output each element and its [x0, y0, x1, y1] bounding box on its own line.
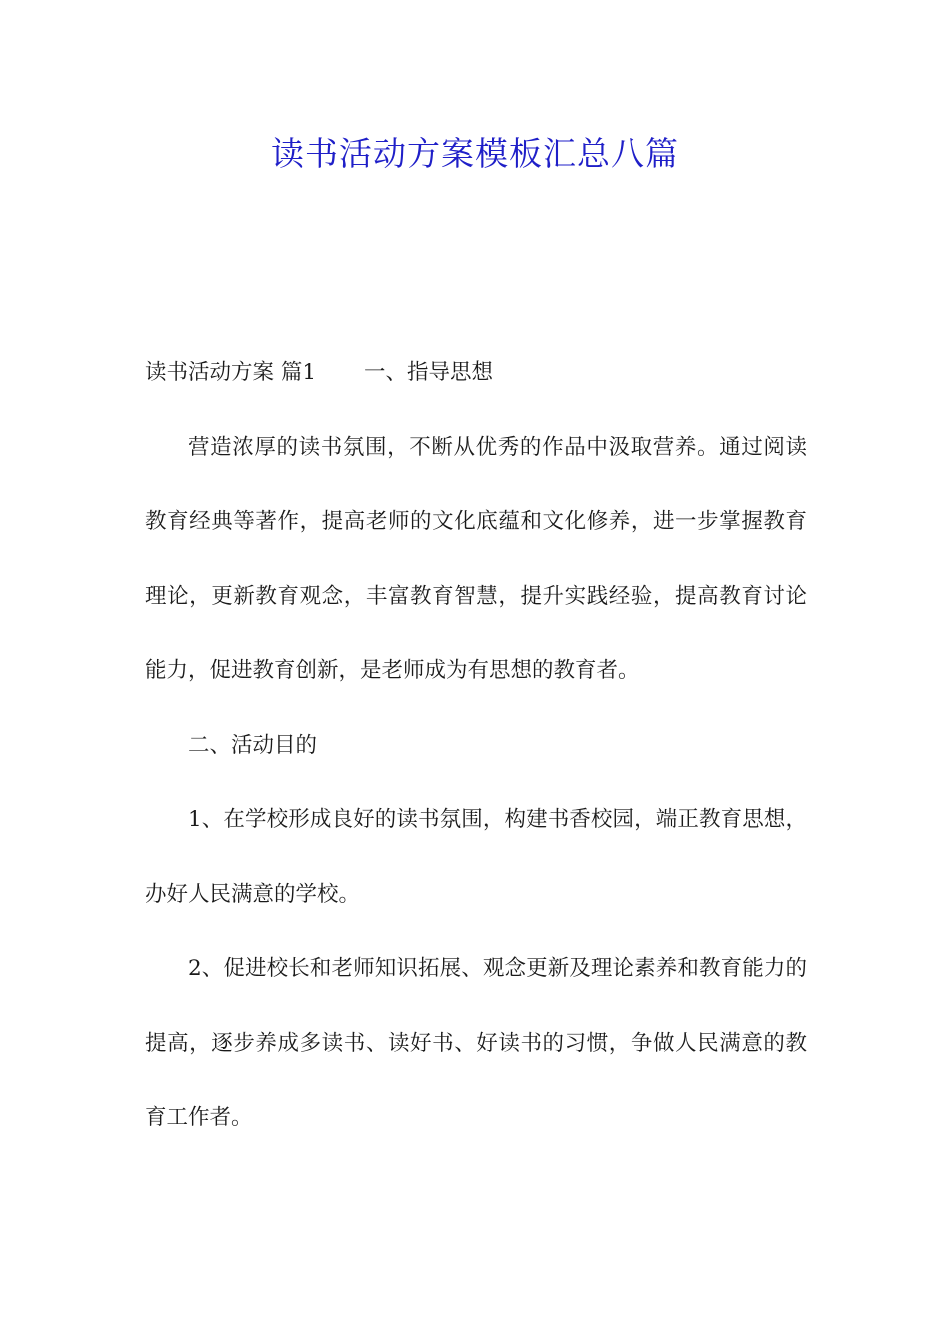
paragraph-guiding-thought: 营造浓厚的读书氛围，不断从优秀的作品中汲取营养。通过阅读教育经典等著作，提高老师的文化底蕴和文化修养，进一步掌握教育理论，更新教育观念，丰富教育智慧，提升实践经验，提高教育讨论能力，促进教育创新，是老师成为有思想的教育者。 — [145, 434, 807, 683]
paragraph-purpose-2: 2、促进校长和老师知识拓展、观念更新及理论素养和教育能力的提高，逐步养成多读书、读好书、好读书的习惯，争做人民满意的教育工作者。 — [145, 956, 807, 1130]
section-heading — [145, 336, 807, 411]
document-title: 读书活动方案模板汇总八篇 — [271, 134, 679, 173]
section-subheading: 一、指导思想 — [364, 360, 494, 385]
heading-activity-purpose: 二、活动目的 — [188, 732, 318, 758]
document-body — [145, 336, 807, 1156]
section-label: 读书活动方案 篇1 — [145, 360, 317, 385]
paragraph-purpose-1: 1、在学校形成良好的读书氛围，构建书香校园，端正教育思想，办好人民满意的学校。 — [145, 807, 807, 907]
